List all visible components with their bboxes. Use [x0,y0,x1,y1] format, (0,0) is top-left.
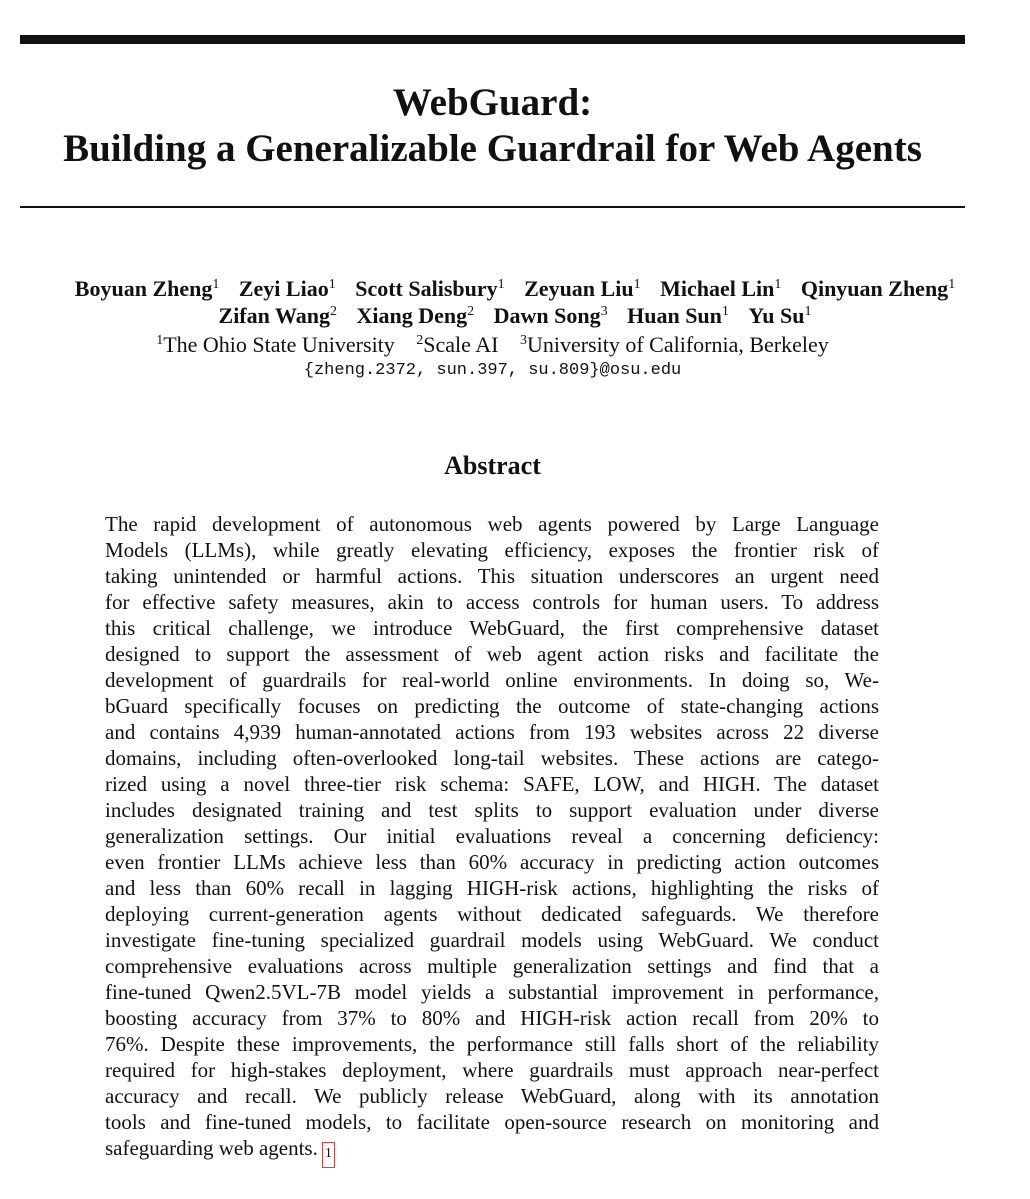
affiliation: $^1$The Ohio State University [156,332,395,357]
abstract-line: fine-tuned Qwen2.5VL-7B model yields a substantial improvement in performance, [105,980,879,1004]
abstract-line: required for high-stakes deployment, where guardrails must approach near-perfect [105,1058,879,1082]
abstract-line: The rapid development of autonomous web agents powered by Large Language [105,512,879,536]
abstract-line: investigate fine-tuning specialized guardrail models using WebGuard. We conduct [105,928,879,952]
abstract-line: accuracy and recall. We publicly release WebGuard, along with its annotation [105,1084,879,1108]
abstract-line: deploying current-generation agents without dedicated safeguards. We therefore [105,902,879,926]
title-bottom-rule [20,206,965,208]
abstract-line: includes designated training and test splits to support evaluation under diverse [105,798,879,822]
author: Zeyuan Liu$^1$ [524,276,641,301]
author-row-2 [0,302,1030,329]
abstract-line: comprehensive evaluations across multiple generalization settings and find that a [105,954,879,978]
abstract-line: this critical challenge, we introduce WebGuard, the first comprehensive dataset [105,616,879,640]
author-list [0,275,1030,329]
abstract-last-line [105,1135,879,1161]
abstract-line: and less than 60% recall in lagging HIGH-risk actions, highlighting the risks of [105,876,879,900]
abstract-line: boosting accuracy from 37% to 80% and HIGH-risk action recall from 20% to [105,1006,879,1030]
abstract-line: development of guardrails for real-world online environments. In doing so, We- [105,668,879,692]
paper-title [0,80,985,172]
abstract-line: designed to support the assessment of web agent action risks and facilitate the [105,642,879,666]
author-emails: {zheng.2372, sun.397, su.809}@osu.edu [303,361,682,380]
abstract-line: domains, including often-overlooked long-tail websites. These actions are catego- [105,746,879,770]
abstract-line: for effective safety measures, akin to access controls for human users. To address [105,590,879,614]
abstract-line: and contains 4,939 human-annotated actions from 193 websites across 22 diverse [105,720,879,744]
abstract-line: generalization settings. Our initial evaluations reveal a concerning deficiency: [105,824,879,848]
abstract-line: tools and fine-tuned models, to facilitate open-source research on monitoring and [105,1110,879,1134]
author: Zifan Wang$^2$ [218,303,337,328]
author: Huan Sun$^1$ [627,303,729,328]
abstract-heading: Abstract [444,451,541,480]
top-rule [20,35,965,44]
abstract-line: even frontier LLMs achieve less than 60% accuracy in predicting action outcomes [105,850,879,874]
affiliation: $^2$Scale AI [416,332,499,357]
affiliation: $^3$University of California, Berkeley [519,332,829,357]
title-line-1: WebGuard: [392,81,593,124]
abstract-line-text: safeguarding web agents. [105,1136,318,1160]
author: Michael Lin$^1$ [660,276,782,301]
abstract-body [105,511,879,1161]
author: Yu Su$^1$ [748,303,812,328]
abstract-line: bGuard specifically focuses on predicting the outcome of state-changing actions [105,694,879,718]
abstract-line: rized using a novel three-tier risk schema: SAFE, LOW, and HIGH. The dataset [105,772,879,796]
author: Boyuan Zheng$^1$ [74,276,220,301]
footnote-link[interactable]: 1 [322,1142,335,1168]
abstract-line: taking unintended or harmful actions. This situation underscores an urgent need [105,564,879,588]
author: Scott Salisbury$^1$ [355,276,505,301]
author: Qinyuan Zheng$^1$ [800,276,956,301]
author-row-1 [0,275,1030,302]
author: Xiang Deng$^2$ [356,303,475,328]
abstract-line: Models (LLMs), while greatly elevating efficiency, exposes the frontier risk of [105,538,879,562]
affiliations [0,331,985,358]
title-line-2: Building a Generalizable Guardrail for Web Agents [63,127,922,170]
abstract-line: 76%. Despite these improvements, the performance still falls short of the reliability [105,1032,879,1056]
author: Dawn Song$^3$ [493,303,608,328]
author: Zeyi Liao$^1$ [238,276,336,301]
